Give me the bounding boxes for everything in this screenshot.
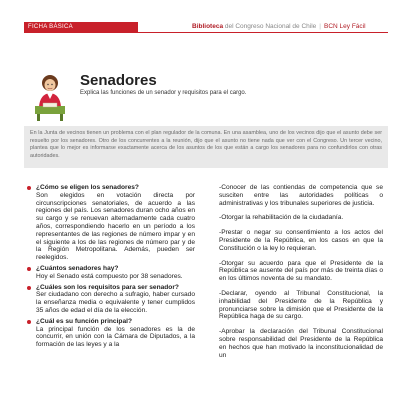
brand-right: BCN Ley Fácil [324, 23, 366, 30]
function-item: -Prestar o negar su consentimiento a los actos del Presidente de la República, en los casos en que la Constitución o la ley lo requieran. [219, 229, 383, 252]
document-type-tag: FICHA BÁSICA [24, 22, 138, 32]
answer-text: Ser ciudadano con derecho a sufragio, haber cursado la enseñanza media o equivalente y tener cumplidos 35 años de edad el día de la elección. [36, 291, 195, 314]
answer-text: Hoy el Senado está compuesto por 38 senadores. [36, 272, 183, 280]
context-box: En la Junta de vecinos tienen un problema con el plan regulador de la comuna. En una asamblea, uno de los vecinos dijo que el asunto debe ser resuelto por los senadores. Otro de los concurrentes a la reunión, dijo que el asunto no tiene nada que ver con el Congreso. Un tercer vecino, plantea que lo mejor es informarse exactamente acerca de los asuntos de los que están a cargo los senadores para no confundirlos con otras autoridades. [24, 126, 388, 168]
question-heading [27, 284, 195, 292]
answer-text: Son elegidos en votación directa por circunscripciones senatoriales, de acuerdo a las regiones del país. Los senadores duran ocho años en su cargo y se renuevan alternadamente cada cuatro años, correspondiendo hacerlo en un período a los representantes de las regiones de número impar y en el siguiente a los de las regiones de número par y de la Región Metropolitana. Además, pueden ser reelegidos. [36, 191, 195, 262]
question-text: ¿Cómo se eligen los senadores? [36, 184, 139, 191]
qa-column [27, 184, 195, 351]
answer-text: La principal función de los senadores es la de concurrir, en unión con la Cámara de Diputados, a la formación de las leyes y a la [36, 325, 195, 349]
question-heading [27, 318, 195, 326]
function-item: -Declarar, oyendo al Tribunal Constitucional, la inhabilidad del Presidente de la República y pronunciarse sobre la dimisión que el Presidente de la República haga de su cargo. [219, 289, 383, 321]
brand-bold: Biblioteca [192, 23, 224, 30]
header-bar [24, 22, 388, 33]
page-subtitle: Explica las funciones de un senador y requisitos para el cargo. [80, 90, 247, 96]
bullet-icon [27, 286, 31, 290]
function-item: -Otorgar la rehabilitación de la ciudadanía. [219, 214, 344, 222]
bullet-icon [27, 320, 31, 324]
question-text: ¿Cuál es su función principal? [36, 317, 132, 325]
question-heading [27, 265, 195, 273]
bullet-icon [27, 186, 31, 190]
bullet-icon [27, 267, 31, 271]
functions-column [219, 184, 383, 366]
brand-rest: del Congreso Nacional de Chile [223, 23, 317, 30]
brand-separator: | [319, 23, 321, 30]
question-heading [27, 184, 195, 192]
question-text: ¿Cuáles son los requisitos para ser senador? [36, 283, 179, 291]
institution-brand [192, 22, 366, 32]
function-item: -Conocer de las contiendas de competencia que se susciten entre las autoridades políticas o administrativas y los tribunales superiores de justicia. [219, 184, 383, 207]
page-title: Senadores [80, 72, 157, 89]
senator-illustration-icon [30, 72, 70, 122]
function-item: -Otorgar su acuerdo para que el Presidente de la República se ausente del país por más de treinta días o en los últimos noventa de su mandato. [219, 259, 383, 283]
header-rule [24, 32, 388, 33]
question-text: ¿Cuántos senadores hay? [36, 264, 119, 272]
function-item: -Aprobar la declaración del Tribunal Constitucional sobre responsabilidad del Presidente de la República en hechos que han motivado la inconstitucionalidad de un [219, 328, 383, 359]
